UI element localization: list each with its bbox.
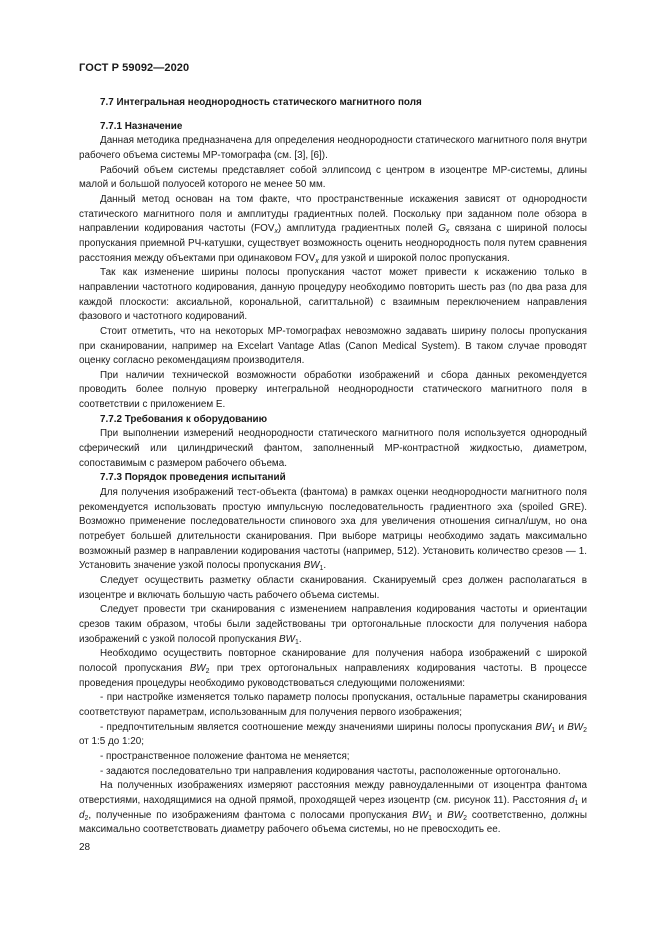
paragraph: Для получения изображений тест-объекта (фантома) в рамках оценки неоднородности магнитного поля рекомендуется использовать простую импульсную последовательность градиентного эха (spoiled GRE). Возможно применение последовательности спинового эха для увеличения отношения сигнал/шум, но она потребует большей длительности сканирования. При выборе матрицы необходимо задать максимально возможный размер в направлении кодирования частоты (например, 512). Установить количество срезов — 1. Установить значение узкой полосы пропускания $BW_1$. — [79, 487, 587, 573]
paragraph: При наличии технической возможности обработки изображений и сбора данных рекомендуется проводить более полную проверку интегральной неоднородности статического магнитного поля в соответствии с приложением Е. — [79, 369, 587, 411]
paragraph: Данный метод основан на том факте, что пространственные искажения зависят от однородности статического магнитного поля и амплитуды градиентных полей. Поскольку при заданном поле обзора в направлении кодирования частоты $(FOV_x)$ амплитуда градиентных полей $G_x$ связана с шириной полосы пропускания приемной РЧ-катушки, существует возможность оценить неоднородность поля путем сравнения расстояния между объектами при одинаковом $FOV_x$ для узкой и широкой полос пропускания. — [79, 193, 587, 265]
paragraph: Рабочий объем системы представляет собой эллипсоид с центром в изоцентре МР-системы, длины малой и большой полуосей которого не менее 50 мм. — [79, 164, 587, 191]
page-content — [79, 96, 587, 838]
paragraph: Следует провести три сканирования с изменением направления кодирования частоты и ориентации срезов таким образом, чтобы были задействованы три ортогональные плоскости для получения набора изображений с узкой полосой пропускания $BW_1$. — [79, 604, 587, 646]
subsection-title: 7.7.1 Назначение — [100, 120, 183, 132]
list-item: - при настройке изменяется только параметр полосы пропускания, остальные параметры сканирования соответствуют параметрам, использованным для получения первого изображения; — [79, 692, 587, 718]
section-title: 7.7 Интегральная неоднородность статического магнитного поля — [100, 97, 422, 108]
paragraph: Необходимо осуществить повторное сканирование для получения набора изображений с широкой полосой пропускания $BW_2$ при трех ортогональных направлениях кодирования частоты. В процессе проведения процедуры необходимо руководствоваться следующими положениями: — [79, 648, 587, 689]
paragraph: На полученных изображениях измеряют расстояния между равноудаленными от изоцентра фантома отверстиями, находящимися на одной прямой, проходящей через изоцентр (см. рисунок 11). Расстояния $d_1$ и $d_2$, полученные по изображениям фантома с полосами пропускания $BW_1$ и $BW_2$ соответственно, должны максимально соответствовать диаметру рабочего объема системы, но не превосходить ее. — [79, 780, 588, 836]
paragraph: Данная методика предназначена для определения неоднородности статического магнитного поля внутри рабочего объема системы МР-томографа (см. [3], [6]). — [79, 135, 587, 161]
standard-header: ГОСТ Р 59092—2020 — [79, 62, 190, 74]
paragraph: Так как изменение ширины полосы пропускания частот может привести к искажению только в направлении частотного кодирования, данную процедуру необходимо повторить шесть раз (по два раза для каждой плоскости: аксиальной, корональной, сагиттальной) с взаимным переключением направления фазового и частотного кодирований. — [79, 267, 587, 323]
list-item: - предпочтительным является соотношение между значениями ширины полосы пропускания $BW_1$ и $BW_2$ от 1:5 до 1:20; — [79, 721, 587, 748]
page-number: 28 — [79, 842, 91, 853]
list-item: - задаются последовательно три направления кодирования частоты, расположенные ортогонально. — [100, 765, 561, 777]
list-item: - пространственное положение фантома не меняется; — [100, 750, 350, 762]
subsection-title: 7.7.3 Порядок проведения испытаний — [100, 472, 286, 484]
paragraph: При выполнении измерений неоднородности статического магнитного поля используется однородный сферический или цилиндрический фантом, заполненный МР-контрастной жидкостью, диаметром, сопоставимым с размером рабочего объема. — [79, 428, 587, 469]
paragraph: Стоит отметить, что на некоторых МР-томографах невозможно задавать ширину полосы пропускания при сканировании, например на Excelart Vantage Atlas (Canon Medical System). В таком случае проводят оценку согласно рекомендациям производителя. — [79, 325, 587, 367]
subsection-title: 7.7.2 Требования к оборудованию — [100, 413, 268, 425]
paragraph: Следует осуществить разметку области сканирования. Сканируемый срез должен располагаться в изоцентре и включать большую часть рабочего объема системы. — [79, 575, 587, 601]
